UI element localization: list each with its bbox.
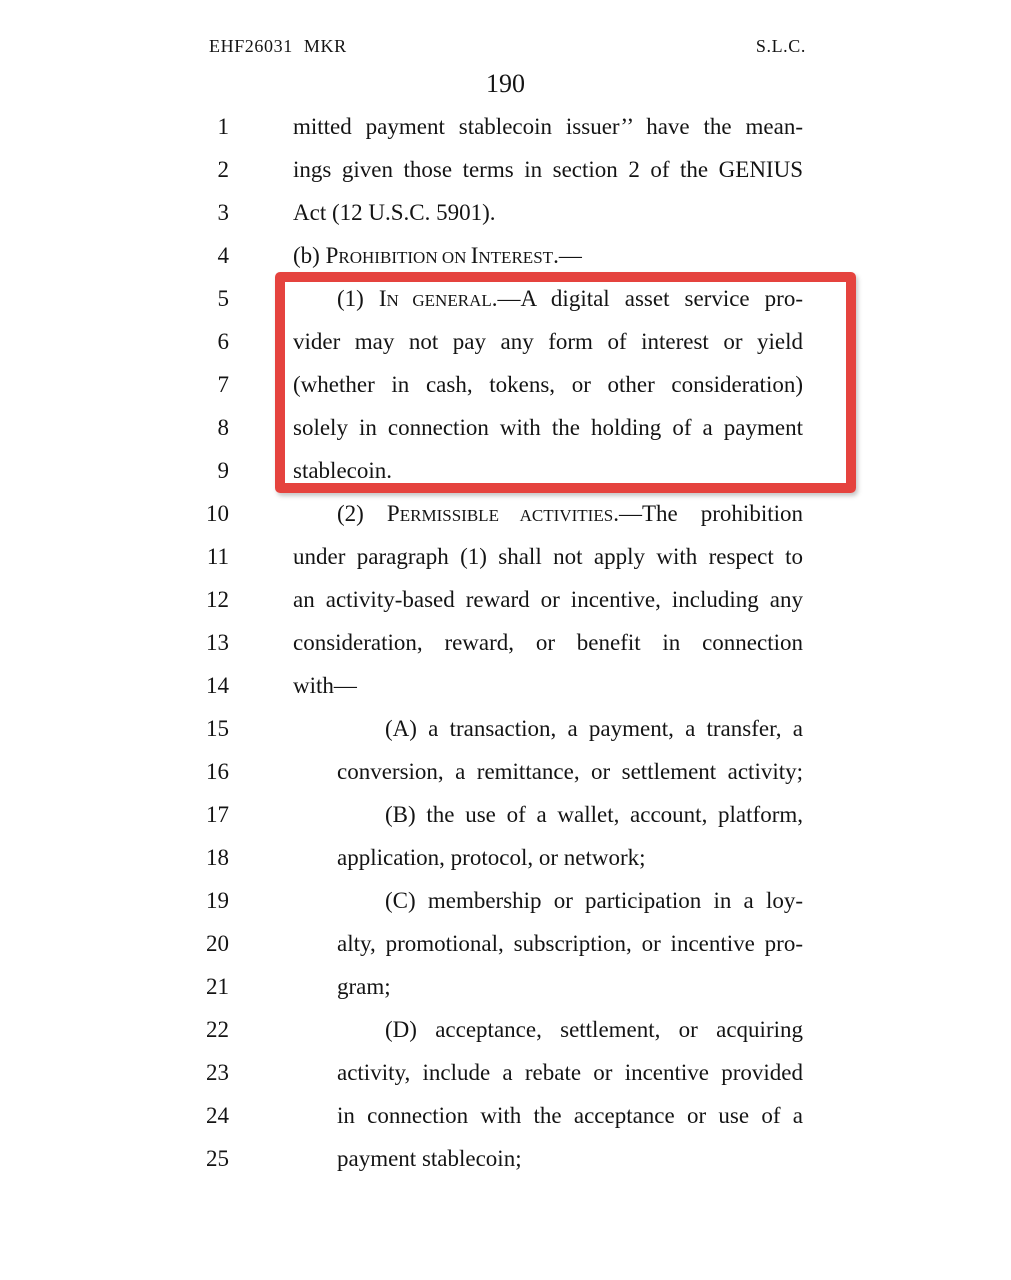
line-number: 19 [206,888,229,913]
line-number: 24 [206,1103,229,1128]
line-text [293,707,803,750]
line-number: 9 [217,458,229,483]
text-segment: an activity-based reward or incentive, including any [293,587,803,612]
text-line [0,664,1011,707]
line-text [293,1137,803,1180]
text-segment: .— [553,243,582,268]
line-number: 3 [217,200,229,225]
text-line [0,793,1011,836]
line-text [293,664,803,707]
text-line [0,750,1011,793]
text-segment: payment stablecoin; [337,1146,522,1171]
line-number: 1 [217,114,229,139]
small-caps-text: ROHIBITION ON [338,248,471,267]
line-number: 23 [206,1060,229,1085]
line-text [293,277,803,320]
text-line [0,879,1011,922]
text-segment: alty, promotional, subscription, or incentive pro- [337,931,803,956]
text-segment: mitted payment stablecoin issuer’’ have the mean- [293,114,803,139]
text-line [0,621,1011,664]
line-text [293,191,803,234]
page-number: 190 [486,69,525,98]
text-segment: (A) a transaction, a payment, a transfer, a [385,716,803,741]
text-segment: conversion, a remittance, or settlement activity; [337,759,803,784]
line-number: 4 [217,243,229,268]
text-segment: with— [293,673,357,698]
text-line [0,148,1011,191]
line-text [293,578,803,621]
line-number: 22 [206,1017,229,1042]
header-left-code: EHF26031 MKR [209,36,347,56]
small-caps-text: N GENERAL [386,291,492,310]
line-text [293,1094,803,1137]
text-segment: under paragraph (1) shall not apply with respect to [293,544,803,569]
small-caps-text: NTEREST [478,248,554,267]
text-line [0,191,1011,234]
line-text [293,406,803,449]
text-segment: vider may not pay any form of interest or yield [293,329,803,354]
text-line [0,1008,1011,1051]
line-number: 10 [206,501,229,526]
line-number: 15 [206,716,229,741]
text-segment: ings given those terms in section 2 of the GENIUS [293,157,803,182]
text-body [0,105,1011,1180]
text-line [0,1051,1011,1094]
text-segment: gram; [337,974,391,999]
text-line [0,406,1011,449]
line-text [293,363,803,406]
line-number: 14 [206,673,229,698]
text-line [0,707,1011,750]
text-segment: solely in connection with the holding of a payment [293,415,803,440]
text-line [0,535,1011,578]
text-segment: .—A digital asset service pro- [491,286,804,311]
text-line [0,363,1011,406]
line-text [293,793,803,836]
line-number: 8 [217,415,229,440]
text-segment: activity, include a rebate or incentive provided [337,1060,803,1085]
line-number: 20 [206,931,229,956]
text-segment: .—The prohibition [613,501,803,526]
text-segment: (C) membership or participation in a loy- [385,888,803,913]
text-line [0,1094,1011,1137]
text-segment: (1) I [337,286,387,311]
line-number: 16 [206,759,229,784]
text-segment: (D) acceptance, settlement, or acquiring [385,1017,803,1042]
text-line [0,277,1011,320]
line-number: 6 [217,329,229,354]
line-text [293,535,803,578]
text-segment: (whether in cash, tokens, or other consideration) [293,372,803,397]
line-text [293,148,803,191]
text-line [0,965,1011,1008]
line-number: 18 [206,845,229,870]
text-segment: (B) the use of a wallet, account, platform, [385,802,803,827]
text-segment: I [470,243,479,268]
text-segment: stablecoin. [293,458,392,483]
line-text [293,1008,803,1051]
text-line [0,492,1011,535]
line-number: 11 [206,544,229,569]
line-number: 7 [217,372,229,397]
line-text [293,836,803,879]
line-text [293,492,803,535]
line-number: 5 [217,286,229,311]
line-number: 12 [206,587,229,612]
line-text [293,965,803,1008]
line-text [293,621,803,664]
line-number: 21 [206,974,229,999]
text-segment: Act (12 U.S.C. 5901). [293,200,496,225]
line-text [293,234,803,277]
text-line [0,105,1011,148]
line-text [293,320,803,363]
line-number: 25 [206,1146,229,1171]
line-number: 13 [206,630,229,655]
text-line [0,1137,1011,1180]
small-caps-text: ERMISSIBLE ACTIVITIES [399,506,614,525]
line-number: 17 [206,802,229,827]
text-line [0,449,1011,492]
text-segment: application, protocol, or network; [337,845,646,870]
text-segment: in connection with the acceptance or use of a [337,1103,803,1128]
line-number: 2 [217,157,229,182]
text-line [0,922,1011,965]
text-segment: (b) P [293,243,339,268]
header-right-code: S.L.C. [755,36,806,56]
text-line [0,320,1011,363]
text-segment: consideration, reward, or benefit in connection [293,630,803,655]
line-text [293,1051,803,1094]
line-text [293,750,803,793]
line-text [293,449,803,492]
line-text [293,105,803,148]
text-line [0,578,1011,621]
text-line [0,234,1011,277]
text-line [0,836,1011,879]
line-text [293,922,803,965]
text-segment: (2) P [337,501,400,526]
line-text [293,879,803,922]
